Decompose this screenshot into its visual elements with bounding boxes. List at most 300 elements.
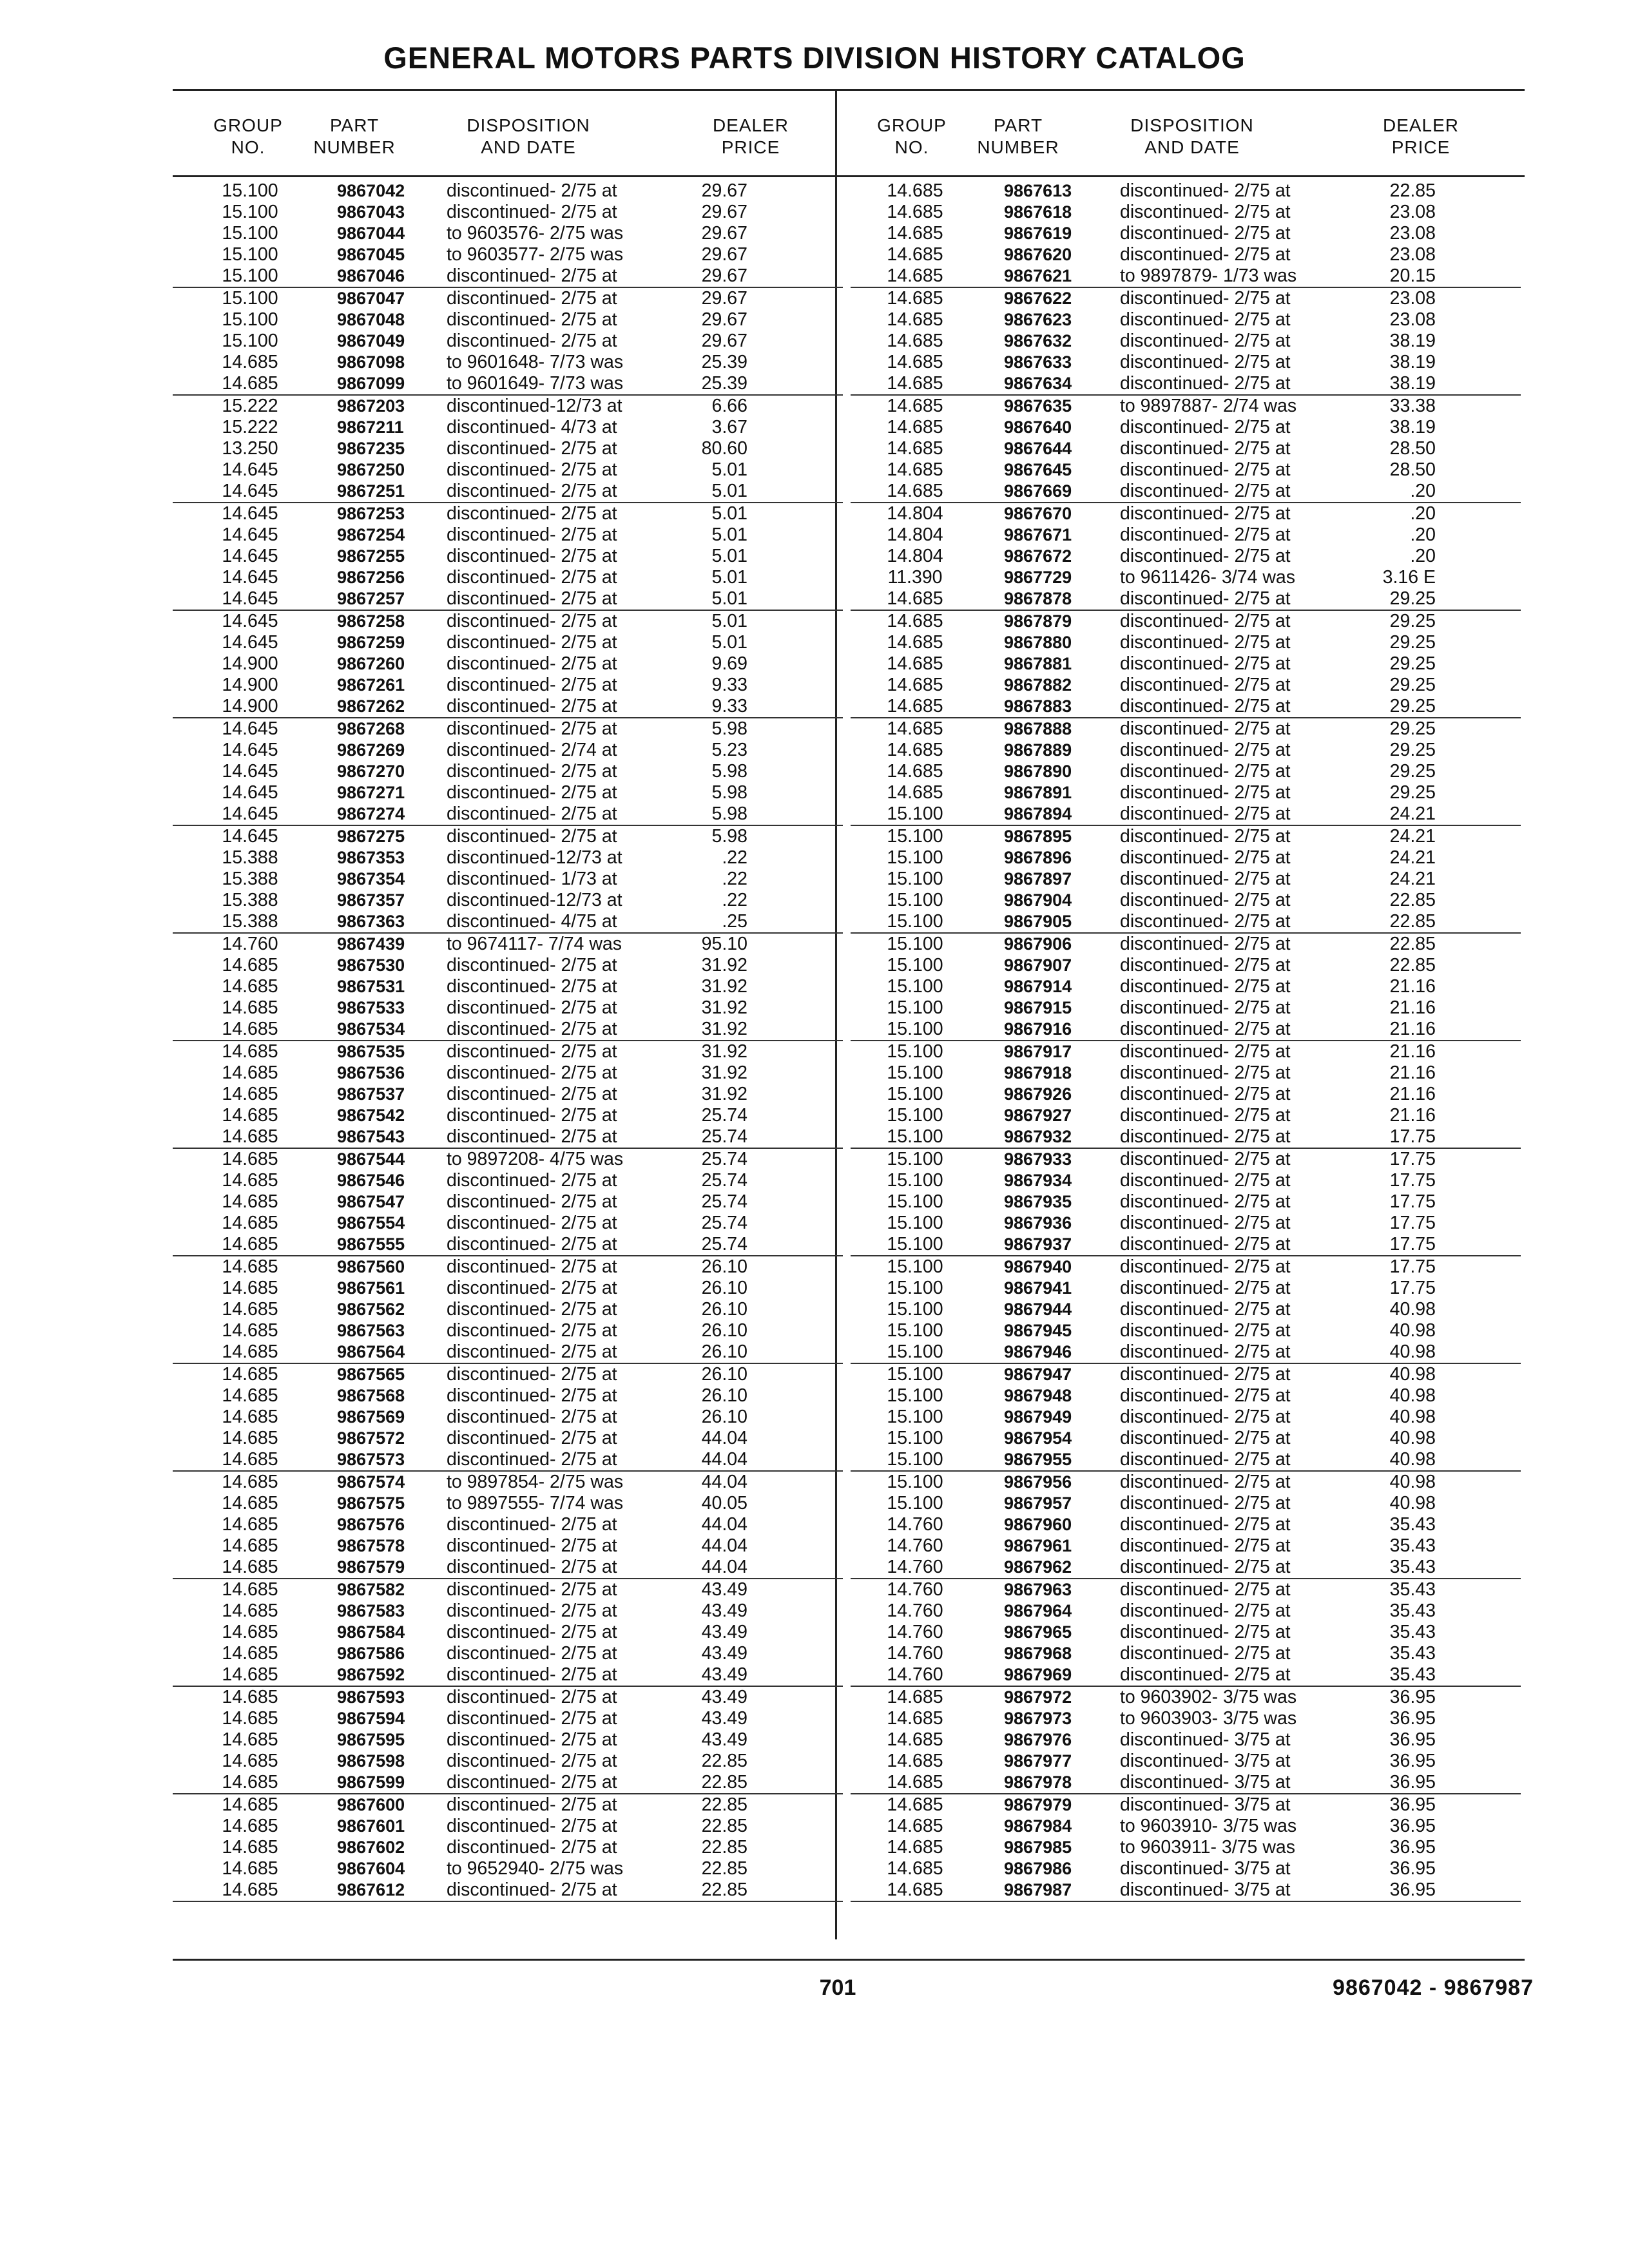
group-no: 14.685 bbox=[887, 1687, 943, 1707]
part-number: 9867546 bbox=[337, 1171, 405, 1190]
table-row bbox=[851, 1816, 1521, 1837]
part-number: 9867274 bbox=[337, 804, 405, 823]
dealer-price: 22.85 bbox=[701, 1858, 747, 1879]
table-row bbox=[173, 1751, 843, 1772]
dealer-price: 29.25 bbox=[1389, 718, 1436, 739]
part-number: 9867354 bbox=[337, 869, 405, 889]
disposition: discontinued- 2/75 at bbox=[1120, 1170, 1291, 1191]
dealer-price: 22.85 bbox=[701, 1879, 747, 1900]
dealer-price: 29.67 bbox=[701, 309, 747, 330]
dealer-price: 40.98 bbox=[1389, 1341, 1436, 1362]
dealer-price: 44.04 bbox=[701, 1472, 747, 1492]
disposition: discontinued- 2/75 at bbox=[1120, 1557, 1291, 1577]
table-row bbox=[851, 1449, 1521, 1472]
group-no: 15.100 bbox=[887, 955, 943, 975]
dealer-price: 38.19 bbox=[1389, 417, 1436, 437]
group-no: 14.685 bbox=[222, 1557, 278, 1577]
dealer-price: 5.01 bbox=[711, 524, 747, 545]
dealer-price: 28.50 bbox=[1389, 438, 1436, 459]
part-number: 9867569 bbox=[337, 1407, 405, 1427]
part-number: 9867251 bbox=[337, 481, 405, 501]
disposition: discontinued- 2/75 at bbox=[1120, 417, 1291, 437]
group-no: 14.685 bbox=[887, 1772, 943, 1792]
disposition: to 9603577- 2/75 was bbox=[447, 244, 624, 265]
part-number: 9867883 bbox=[1004, 697, 1072, 716]
header-group-no: GROUP NO. bbox=[213, 115, 283, 157]
table-row bbox=[851, 396, 1521, 417]
group-no: 14.645 bbox=[222, 740, 278, 760]
part-number: 9867984 bbox=[1004, 1816, 1072, 1836]
disposition: discontinued- 2/75 at bbox=[1120, 1600, 1291, 1621]
dealer-price: 40.98 bbox=[1389, 1364, 1436, 1385]
group-no: 14.685 bbox=[222, 1579, 278, 1600]
dealer-price: 22.85 bbox=[1389, 955, 1436, 975]
dealer-price: 24.21 bbox=[1389, 869, 1436, 889]
dealer-price: 35.43 bbox=[1389, 1535, 1436, 1556]
header-group-no: GROUP NO. bbox=[877, 115, 947, 157]
dealer-price: 26.10 bbox=[701, 1278, 747, 1298]
group-no: 14.685 bbox=[887, 632, 943, 653]
part-number: 9867945 bbox=[1004, 1321, 1072, 1340]
group-no: 14.685 bbox=[887, 288, 943, 309]
table-row bbox=[851, 244, 1521, 265]
part-number: 9867963 bbox=[1004, 1580, 1072, 1599]
table-row bbox=[851, 180, 1521, 202]
table-row bbox=[851, 1794, 1521, 1816]
part-number: 9867575 bbox=[337, 1494, 405, 1513]
group-no: 15.100 bbox=[887, 997, 943, 1018]
dealer-price: 22.85 bbox=[701, 1751, 747, 1771]
part-number: 9867598 bbox=[337, 1751, 405, 1771]
dealer-price: 40.98 bbox=[1389, 1493, 1436, 1514]
disposition: discontinued- 2/75 at bbox=[1120, 1493, 1291, 1514]
part-number: 9867948 bbox=[1004, 1386, 1072, 1405]
part-number: 9867555 bbox=[337, 1235, 405, 1254]
disposition: discontinued- 2/75 at bbox=[1120, 826, 1291, 847]
group-no: 14.685 bbox=[222, 955, 278, 975]
table-row bbox=[851, 223, 1521, 244]
table-row bbox=[173, 373, 843, 396]
group-no: 15.100 bbox=[887, 1299, 943, 1320]
table-row bbox=[173, 1385, 843, 1407]
disposition: to 9603576- 2/75 was bbox=[447, 223, 624, 244]
group-no: 15.100 bbox=[887, 1019, 943, 1039]
group-no: 14.685 bbox=[887, 396, 943, 416]
table-row bbox=[173, 1234, 843, 1256]
part-number: 9867535 bbox=[337, 1042, 405, 1061]
group-no: 14.760 bbox=[887, 1535, 943, 1556]
group-no: 14.685 bbox=[887, 373, 943, 394]
group-no: 15.100 bbox=[222, 180, 278, 201]
dealer-price: 29.25 bbox=[1389, 611, 1436, 631]
table-row bbox=[851, 1213, 1521, 1234]
table-row bbox=[851, 911, 1521, 934]
table-row bbox=[851, 1579, 1521, 1600]
dealer-price: 21.16 bbox=[1389, 997, 1436, 1018]
group-no: 14.685 bbox=[222, 1126, 278, 1147]
part-number: 9867671 bbox=[1004, 525, 1072, 544]
group-no: 14.685 bbox=[887, 588, 943, 609]
part-number: 9867262 bbox=[337, 697, 405, 716]
disposition: discontinued- 2/75 at bbox=[1120, 1385, 1291, 1406]
group-no: 14.685 bbox=[222, 1428, 278, 1448]
dealer-price: 23.08 bbox=[1389, 288, 1436, 309]
group-no: 14.685 bbox=[222, 1729, 278, 1750]
dealer-price: 29.67 bbox=[701, 223, 747, 244]
table-row bbox=[851, 1385, 1521, 1407]
part-number: 9867964 bbox=[1004, 1601, 1072, 1620]
dealer-price: 31.92 bbox=[701, 997, 747, 1018]
group-no: 15.100 bbox=[222, 331, 278, 351]
group-no: 15.100 bbox=[887, 847, 943, 868]
part-number: 9867965 bbox=[1004, 1622, 1072, 1642]
disposition: discontinued- 2/75 at bbox=[447, 288, 617, 309]
group-no: 14.685 bbox=[222, 1105, 278, 1126]
part-number: 9867907 bbox=[1004, 956, 1072, 975]
group-no: 14.685 bbox=[887, 718, 943, 739]
dealer-price: 25.74 bbox=[701, 1234, 747, 1254]
group-no: 15.100 bbox=[887, 976, 943, 997]
part-number: 9867572 bbox=[337, 1428, 405, 1448]
table-row bbox=[173, 265, 843, 288]
group-no: 15.100 bbox=[887, 1105, 943, 1126]
dealer-price: 38.19 bbox=[1389, 352, 1436, 372]
table-row bbox=[173, 1858, 843, 1879]
part-number: 9867882 bbox=[1004, 675, 1072, 695]
part-number: 9867978 bbox=[1004, 1773, 1072, 1792]
part-number: 9867600 bbox=[337, 1795, 405, 1814]
table-row bbox=[173, 782, 843, 803]
part-number: 9867260 bbox=[337, 654, 405, 673]
group-no: 15.100 bbox=[887, 1234, 943, 1254]
part-number: 9867918 bbox=[1004, 1063, 1072, 1082]
dealer-price: 35.43 bbox=[1389, 1600, 1436, 1621]
part-number: 9867357 bbox=[337, 890, 405, 910]
table-row bbox=[173, 1557, 843, 1579]
dealer-price: 36.95 bbox=[1389, 1794, 1436, 1815]
part-number: 9867645 bbox=[1004, 460, 1072, 479]
table-row bbox=[851, 438, 1521, 459]
disposition: discontinued- 2/75 at bbox=[447, 675, 617, 695]
part-number: 9867644 bbox=[1004, 439, 1072, 458]
dealer-price: 36.95 bbox=[1389, 1772, 1436, 1792]
dealer-price: 31.92 bbox=[701, 1084, 747, 1104]
dealer-price: 29.67 bbox=[701, 288, 747, 309]
disposition: discontinued- 2/75 at bbox=[447, 1213, 617, 1233]
group-no: 14.760 bbox=[887, 1579, 943, 1600]
table-row bbox=[851, 1622, 1521, 1643]
group-no: 14.685 bbox=[222, 1514, 278, 1535]
part-number: 9867634 bbox=[1004, 374, 1072, 393]
table-row bbox=[173, 826, 843, 847]
group-no: 14.760 bbox=[887, 1643, 943, 1664]
disposition: to 9601649- 7/73 was bbox=[447, 373, 624, 394]
part-number: 9867622 bbox=[1004, 289, 1072, 308]
part-number: 9867960 bbox=[1004, 1515, 1072, 1534]
group-no: 14.760 bbox=[222, 934, 278, 954]
group-no: 15.100 bbox=[887, 1493, 943, 1514]
right-parts-table bbox=[851, 180, 1521, 1902]
dealer-price: 22.85 bbox=[1389, 890, 1436, 910]
dealer-price: 26.10 bbox=[701, 1341, 747, 1362]
table-row bbox=[851, 1687, 1521, 1708]
group-no: 15.100 bbox=[222, 309, 278, 330]
group-no: 14.685 bbox=[222, 1708, 278, 1729]
dealer-price: 21.16 bbox=[1389, 976, 1436, 997]
part-number: 9867613 bbox=[1004, 181, 1072, 200]
table-row bbox=[851, 1879, 1521, 1902]
part-number: 9867897 bbox=[1004, 869, 1072, 889]
disposition: discontinued- 2/75 at bbox=[1120, 1514, 1291, 1535]
dealer-price: 36.95 bbox=[1389, 1687, 1436, 1707]
group-no: 14.685 bbox=[222, 1041, 278, 1062]
dealer-price: 35.43 bbox=[1389, 1622, 1436, 1642]
disposition: discontinued- 2/75 at bbox=[1120, 1041, 1291, 1062]
dealer-price: 17.75 bbox=[1389, 1126, 1436, 1147]
dealer-price: 36.95 bbox=[1389, 1858, 1436, 1879]
disposition: discontinued- 1/73 at bbox=[447, 869, 617, 889]
group-no: 15.100 bbox=[887, 911, 943, 932]
table-row bbox=[173, 1170, 843, 1191]
table-row bbox=[851, 1837, 1521, 1858]
disposition: discontinued- 2/75 at bbox=[1120, 1449, 1291, 1470]
part-number: 9867203 bbox=[337, 396, 405, 416]
dealer-price: .22 bbox=[722, 847, 747, 868]
part-number: 9867046 bbox=[337, 266, 405, 285]
dealer-price: 5.01 bbox=[711, 588, 747, 609]
group-no: 15.388 bbox=[222, 847, 278, 868]
part-number: 9867530 bbox=[337, 956, 405, 975]
table-row bbox=[173, 653, 843, 675]
dealer-price: 29.25 bbox=[1389, 740, 1436, 760]
disposition: discontinued- 2/75 at bbox=[1120, 1019, 1291, 1039]
disposition: discontinued- 2/75 at bbox=[447, 1579, 617, 1600]
part-number: 9867904 bbox=[1004, 890, 1072, 910]
dealer-price: 24.21 bbox=[1389, 803, 1436, 824]
table-row bbox=[851, 1256, 1521, 1278]
dealer-price: 44.04 bbox=[701, 1428, 747, 1448]
group-no: 15.100 bbox=[887, 1385, 943, 1406]
part-number: 9867621 bbox=[1004, 266, 1072, 285]
group-no: 14.685 bbox=[887, 459, 943, 480]
dealer-price: 22.85 bbox=[701, 1816, 747, 1836]
part-number: 9867956 bbox=[1004, 1472, 1072, 1492]
table-row bbox=[173, 417, 843, 438]
group-no: 15.100 bbox=[887, 803, 943, 824]
dealer-price: 5.01 bbox=[711, 632, 747, 653]
disposition: discontinued- 2/75 at bbox=[447, 180, 617, 201]
disposition: discontinued- 2/75 at bbox=[1120, 223, 1291, 244]
group-no: 15.100 bbox=[887, 1084, 943, 1104]
part-number: 9867099 bbox=[337, 374, 405, 393]
part-number: 9867947 bbox=[1004, 1365, 1072, 1384]
dealer-price: 5.98 bbox=[711, 803, 747, 824]
table-row bbox=[173, 1729, 843, 1751]
disposition: discontinued- 2/75 at bbox=[447, 997, 617, 1018]
part-number: 9867602 bbox=[337, 1838, 405, 1857]
group-no: 14.685 bbox=[887, 1879, 943, 1900]
dealer-price: 26.10 bbox=[701, 1299, 747, 1320]
table-row bbox=[851, 632, 1521, 653]
disposition: discontinued- 2/75 at bbox=[447, 481, 617, 501]
part-number: 9867542 bbox=[337, 1106, 405, 1125]
disposition: discontinued- 2/75 at bbox=[447, 803, 617, 824]
group-no: 15.100 bbox=[222, 288, 278, 309]
table-row bbox=[173, 1299, 843, 1320]
dealer-price: 21.16 bbox=[1389, 1105, 1436, 1126]
part-number: 9867584 bbox=[337, 1622, 405, 1642]
part-number: 9867573 bbox=[337, 1450, 405, 1469]
table-row bbox=[173, 180, 843, 202]
table-row bbox=[173, 223, 843, 244]
table-row bbox=[851, 1278, 1521, 1299]
table-row bbox=[173, 718, 843, 740]
part-number: 9867593 bbox=[337, 1687, 405, 1707]
dealer-price: 31.92 bbox=[701, 955, 747, 975]
group-no: 15.100 bbox=[887, 1191, 943, 1212]
disposition: discontinued-12/73 at bbox=[447, 890, 622, 910]
header-part-number: PART NUMBER bbox=[977, 115, 1059, 157]
table-row bbox=[851, 782, 1521, 803]
disposition: discontinued- 2/75 at bbox=[1120, 1234, 1291, 1254]
part-number: 9867881 bbox=[1004, 654, 1072, 673]
part-number: 9867896 bbox=[1004, 848, 1072, 867]
dealer-price: .20 bbox=[1410, 546, 1436, 566]
part-number: 9867048 bbox=[337, 310, 405, 329]
group-no: 15.100 bbox=[222, 202, 278, 222]
table-row bbox=[173, 1256, 843, 1278]
group-no: 14.760 bbox=[887, 1514, 943, 1535]
disposition: to 9674117- 7/74 was bbox=[447, 934, 622, 954]
disposition: discontinued- 2/75 at bbox=[1120, 1428, 1291, 1448]
part-number: 9867582 bbox=[337, 1580, 405, 1599]
header-disposition: DISPOSITION AND DATE bbox=[467, 115, 590, 157]
part-number: 9867618 bbox=[1004, 202, 1072, 222]
dealer-price: 36.95 bbox=[1389, 1708, 1436, 1729]
group-no: 14.685 bbox=[887, 1729, 943, 1750]
dealer-price: 25.74 bbox=[701, 1105, 747, 1126]
part-number: 9867561 bbox=[337, 1278, 405, 1298]
table-row bbox=[173, 567, 843, 588]
group-no: 14.685 bbox=[222, 1062, 278, 1083]
table-row bbox=[173, 396, 843, 417]
table-row bbox=[851, 718, 1521, 740]
disposition: discontinued- 2/75 at bbox=[1120, 373, 1291, 394]
group-no: 14.685 bbox=[222, 1535, 278, 1556]
part-number: 9867544 bbox=[337, 1149, 405, 1169]
disposition: discontinued- 2/75 at bbox=[1120, 503, 1291, 524]
table-row bbox=[173, 309, 843, 331]
dealer-price: 29.25 bbox=[1389, 782, 1436, 803]
part-number: 9867878 bbox=[1004, 589, 1072, 608]
dealer-price: 5.98 bbox=[711, 782, 747, 803]
table-row bbox=[851, 997, 1521, 1019]
disposition: discontinued- 2/75 at bbox=[447, 1105, 617, 1126]
table-row bbox=[173, 1213, 843, 1234]
dealer-price: 3.16 E bbox=[1382, 567, 1436, 588]
table-row bbox=[851, 890, 1521, 911]
group-no: 14.685 bbox=[222, 1320, 278, 1341]
part-number: 9867891 bbox=[1004, 783, 1072, 802]
dealer-price: 40.98 bbox=[1389, 1428, 1436, 1448]
group-no: 14.645 bbox=[222, 611, 278, 631]
dealer-price: 40.98 bbox=[1389, 1449, 1436, 1470]
part-number: 9867258 bbox=[337, 611, 405, 631]
group-no: 14.685 bbox=[887, 352, 943, 372]
part-number: 9867592 bbox=[337, 1665, 405, 1684]
part-number: 9867578 bbox=[337, 1536, 405, 1555]
table-row bbox=[173, 632, 843, 653]
table-row bbox=[173, 803, 843, 826]
table-row bbox=[173, 438, 843, 459]
disposition: discontinued- 4/75 at bbox=[447, 911, 617, 932]
disposition: to 9897208- 4/75 was bbox=[447, 1149, 624, 1169]
part-number: 9867534 bbox=[337, 1019, 405, 1039]
part-number: 9867554 bbox=[337, 1213, 405, 1233]
header-dealer-price: DEALER PRICE bbox=[1382, 115, 1460, 157]
part-number: 9867632 bbox=[1004, 331, 1072, 351]
group-no: 14.685 bbox=[222, 1493, 278, 1514]
group-no: 14.685 bbox=[222, 1364, 278, 1385]
disposition: discontinued- 2/75 at bbox=[1120, 955, 1291, 975]
part-number: 9867439 bbox=[337, 934, 405, 954]
part-number: 9867940 bbox=[1004, 1257, 1072, 1276]
disposition: discontinued- 4/73 at bbox=[447, 417, 617, 437]
disposition: discontinued- 2/75 at bbox=[447, 503, 617, 524]
disposition: discontinued- 2/75 at bbox=[447, 567, 617, 588]
table-row bbox=[173, 1579, 843, 1600]
table-row bbox=[851, 459, 1521, 481]
part-number: 9867889 bbox=[1004, 740, 1072, 760]
dealer-price: 40.98 bbox=[1389, 1320, 1436, 1341]
dealer-price: 22.85 bbox=[701, 1772, 747, 1792]
disposition: discontinued- 2/75 at bbox=[447, 1535, 617, 1556]
disposition: discontinued- 2/75 at bbox=[447, 265, 617, 286]
disposition: discontinued- 2/75 at bbox=[1120, 180, 1291, 201]
table-row bbox=[173, 911, 843, 934]
table-row bbox=[173, 1535, 843, 1557]
group-no: 15.100 bbox=[887, 1149, 943, 1169]
table-row bbox=[173, 1794, 843, 1816]
group-no: 14.685 bbox=[222, 1407, 278, 1427]
part-number: 9867890 bbox=[1004, 762, 1072, 781]
part-number: 9867562 bbox=[337, 1300, 405, 1319]
disposition: discontinued- 2/75 at bbox=[447, 1191, 617, 1212]
table-row bbox=[851, 1557, 1521, 1579]
group-no: 14.685 bbox=[222, 976, 278, 997]
part-number: 9867933 bbox=[1004, 1149, 1072, 1169]
part-number: 9867564 bbox=[337, 1342, 405, 1361]
table-row bbox=[851, 288, 1521, 309]
group-no: 11.390 bbox=[887, 567, 943, 588]
table-row bbox=[851, 869, 1521, 890]
dealer-price: 24.21 bbox=[1389, 847, 1436, 868]
part-number: 9867640 bbox=[1004, 418, 1072, 437]
table-row bbox=[851, 653, 1521, 675]
disposition: discontinued- 2/75 at bbox=[447, 1729, 617, 1750]
disposition: discontinued- 2/75 at bbox=[1120, 588, 1291, 609]
part-number: 9867601 bbox=[337, 1816, 405, 1836]
disposition: to 9603910- 3/75 was bbox=[1120, 1816, 1297, 1836]
disposition: discontinued- 2/75 at bbox=[447, 1278, 617, 1298]
table-row bbox=[851, 1600, 1521, 1622]
part-number: 9867586 bbox=[337, 1644, 405, 1663]
dealer-price: .20 bbox=[1410, 524, 1436, 545]
table-row bbox=[173, 1514, 843, 1535]
part-number: 9867568 bbox=[337, 1386, 405, 1405]
part-number: 9867934 bbox=[1004, 1171, 1072, 1190]
part-number: 9867543 bbox=[337, 1127, 405, 1146]
